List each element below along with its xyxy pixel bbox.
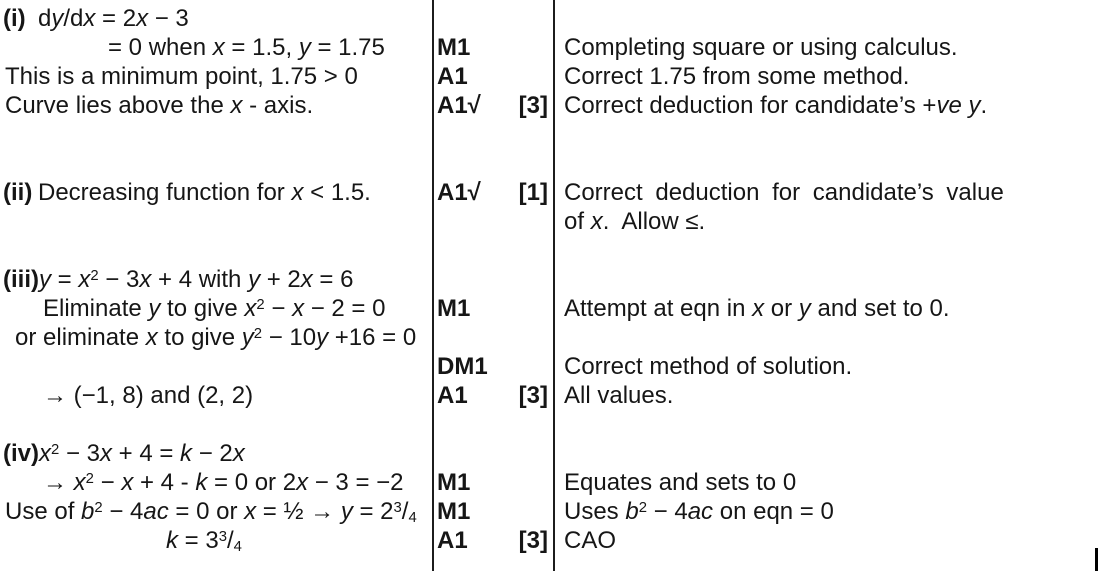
working-cell bbox=[0, 381, 433, 410]
working-text: → (−1, 8) and (2, 2) bbox=[43, 382, 254, 409]
mark-code: M1 bbox=[437, 469, 471, 496]
working-cell bbox=[0, 4, 433, 33]
marks-cell bbox=[433, 352, 553, 381]
section-label: (ii) bbox=[3, 179, 33, 206]
scheme-row bbox=[0, 352, 1100, 381]
comment-text: Attempt at eqn in x or y and set to 0. bbox=[564, 295, 950, 322]
working-text: Decreasing function for x < 1.5. bbox=[38, 179, 371, 206]
comment-cell bbox=[553, 468, 1100, 497]
scheme-row bbox=[0, 410, 1100, 439]
column-divider-right bbox=[553, 0, 555, 571]
comment-text: All values. bbox=[564, 382, 674, 409]
comment-cell bbox=[553, 410, 1100, 439]
comment-cell bbox=[553, 352, 1100, 381]
scheme-row bbox=[0, 497, 1100, 526]
working-cell bbox=[0, 120, 433, 149]
scheme-row bbox=[0, 265, 1100, 294]
comment-text: of x. Allow ≤. bbox=[564, 208, 706, 235]
working-text: Eliminate y to give $x^2 - x - 2 = 0$ bbox=[43, 295, 386, 322]
marks-cell bbox=[433, 410, 553, 439]
mark-code: A1 bbox=[437, 527, 468, 554]
scheme-row bbox=[0, 439, 1100, 468]
working-text: $k = 3^3/_4$ bbox=[166, 527, 242, 555]
comment-cell bbox=[553, 294, 1100, 323]
scheme-row bbox=[0, 4, 1100, 33]
marks-cell bbox=[433, 120, 553, 149]
comment-text: Correct deduction for candidate’s value bbox=[564, 179, 1004, 206]
comment-cell bbox=[553, 33, 1100, 62]
marks-cell bbox=[433, 207, 553, 236]
scheme-row bbox=[0, 149, 1100, 178]
mark-total: [1] bbox=[518, 179, 548, 206]
marks-cell bbox=[433, 526, 553, 555]
working-text: = 0 when x = 1.5, y = 1.75 bbox=[108, 34, 385, 61]
comment-cell bbox=[553, 91, 1100, 120]
working-text: dy/dx = 2x − 3 bbox=[38, 5, 189, 32]
comment-cell bbox=[553, 236, 1100, 265]
working-text: Curve lies above the x - axis. bbox=[5, 92, 314, 119]
comment-text: Correct deduction for candidate’s +ve y. bbox=[564, 92, 988, 119]
mark-code: A1 bbox=[437, 63, 468, 90]
marks-cell bbox=[433, 33, 553, 62]
scheme-row bbox=[0, 178, 1100, 207]
comment-cell bbox=[553, 323, 1100, 352]
comment-text: Correct method of solution. bbox=[564, 353, 853, 380]
scheme-row bbox=[0, 236, 1100, 265]
scheme-row bbox=[0, 62, 1100, 91]
scheme-row bbox=[0, 207, 1100, 236]
working-cell bbox=[0, 294, 433, 323]
marks-cell bbox=[433, 381, 553, 410]
marks-cell bbox=[433, 497, 553, 526]
section-label: (iii) bbox=[3, 266, 39, 293]
working-text: $y = x^2 - 3x + 4$ with y + 2x = 6 bbox=[39, 266, 354, 293]
scheme-row bbox=[0, 526, 1100, 555]
section-label: (i) bbox=[3, 5, 26, 32]
marks-cell bbox=[433, 178, 553, 207]
working-cell bbox=[0, 468, 433, 497]
marks-cell bbox=[433, 323, 553, 352]
working-cell bbox=[0, 207, 433, 236]
working-text: Use of $b^2 - 4ac = 0$ or x = ½ → $y = 2^3/_4$ bbox=[5, 498, 417, 526]
mark-code: M1 bbox=[437, 34, 471, 61]
scheme-row bbox=[0, 468, 1100, 497]
working-cell bbox=[0, 149, 433, 178]
comment-cell bbox=[553, 62, 1100, 91]
working-cell bbox=[0, 236, 433, 265]
working-cell bbox=[0, 497, 433, 526]
scheme-row bbox=[0, 294, 1100, 323]
comment-cell bbox=[553, 120, 1100, 149]
marks-cell bbox=[433, 294, 553, 323]
working-text: or eliminate x to give $y^2 - 10y +16 = 0$ bbox=[15, 324, 417, 351]
column-divider-left bbox=[432, 0, 434, 571]
working-cell bbox=[0, 33, 433, 62]
mark-code: A1√ bbox=[437, 92, 481, 119]
working-text: This is a minimum point, 1.75 > 0 bbox=[5, 63, 358, 90]
working-cell bbox=[0, 323, 433, 352]
marks-cell bbox=[433, 91, 553, 120]
marks-cell bbox=[433, 265, 553, 294]
working-cell bbox=[0, 91, 433, 120]
comment-cell bbox=[553, 178, 1100, 207]
working-cell bbox=[0, 439, 433, 468]
mark-code: A1 bbox=[437, 382, 468, 409]
text-cursor-mark bbox=[1095, 548, 1098, 571]
comment-cell bbox=[553, 149, 1100, 178]
mark-code: A1√ bbox=[437, 179, 481, 206]
scheme-row bbox=[0, 91, 1100, 120]
scheme-row bbox=[0, 33, 1100, 62]
working-cell bbox=[0, 178, 433, 207]
marks-cell bbox=[433, 149, 553, 178]
comment-text: Equates and sets to 0 bbox=[564, 469, 797, 496]
marks-cell bbox=[433, 236, 553, 265]
comment-cell bbox=[553, 4, 1100, 33]
mark-total: [3] bbox=[518, 382, 548, 409]
marks-cell bbox=[433, 439, 553, 468]
working-cell bbox=[0, 62, 433, 91]
scheme-row bbox=[0, 323, 1100, 352]
mark-total: [3] bbox=[518, 527, 548, 554]
mark-code: M1 bbox=[437, 295, 471, 322]
section-label: (iv) bbox=[3, 440, 39, 467]
comment-text: CAO bbox=[564, 527, 617, 554]
working-cell bbox=[0, 410, 433, 439]
scheme-row bbox=[0, 120, 1100, 149]
comment-cell bbox=[553, 381, 1100, 410]
comment-cell bbox=[553, 439, 1100, 468]
mark-code: M1 bbox=[437, 498, 471, 525]
marks-cell bbox=[433, 62, 553, 91]
comment-cell bbox=[553, 265, 1100, 294]
comment-cell bbox=[553, 497, 1100, 526]
comment-text: Uses $b^2 - 4ac$ on eqn = 0 bbox=[564, 498, 834, 525]
working-cell bbox=[0, 526, 433, 555]
comment-cell bbox=[553, 526, 1100, 555]
marks-cell bbox=[433, 4, 553, 33]
scheme-row bbox=[0, 381, 1100, 410]
comment-cell bbox=[553, 207, 1100, 236]
comment-text: Correct 1.75 from some method. bbox=[564, 63, 910, 90]
rows bbox=[0, 4, 1100, 555]
mark-total: [3] bbox=[518, 92, 548, 119]
comment-text: Completing square or using calculus. bbox=[564, 34, 958, 61]
mark-code: DM1 bbox=[437, 353, 488, 380]
working-text: → $x^2 - x + 4 - k = 0$ or 2x − 3 = −2 bbox=[43, 469, 404, 496]
working-cell bbox=[0, 265, 433, 294]
working-cell bbox=[0, 352, 433, 381]
marks-cell bbox=[433, 468, 553, 497]
working-text: $x^2 - 3x + 4 = k - 2x$ bbox=[39, 440, 245, 467]
